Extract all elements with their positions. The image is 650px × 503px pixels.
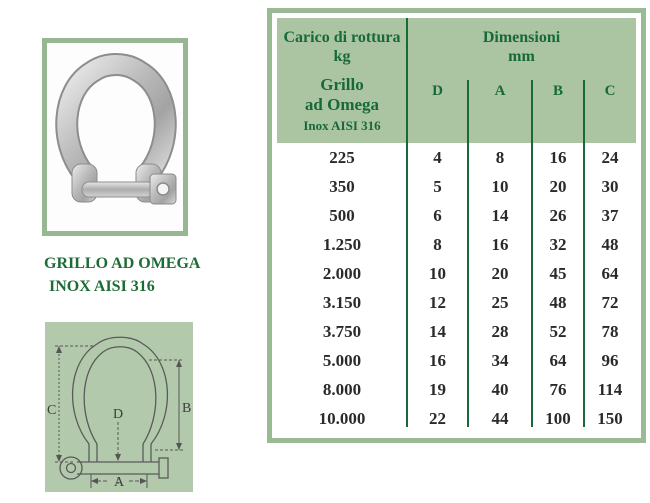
cell-A: 8	[495, 148, 505, 167]
cell-D: 4	[433, 148, 442, 167]
cell-A: 44	[491, 409, 509, 428]
cell-A: 10	[491, 177, 509, 196]
cell-C: 72	[601, 293, 619, 312]
cell-A: 40	[491, 380, 509, 399]
cell-B: 64	[549, 351, 567, 370]
cell-carico: 10.000	[318, 409, 366, 428]
table-row	[277, 346, 636, 375]
caption-line1: GRILLO AD OMEGA	[44, 255, 201, 272]
cell-C: 48	[601, 235, 619, 254]
cell-C: 150	[597, 409, 623, 428]
cell-A: 28	[491, 322, 509, 341]
product-line1: Grillo	[320, 75, 364, 94]
cell-A: 25	[491, 293, 509, 312]
cell-B: 52	[549, 322, 567, 341]
cell-D: 5	[433, 177, 442, 196]
product-photo-frame	[42, 38, 188, 236]
cell-D: 22	[429, 409, 446, 428]
cell-B: 48	[549, 293, 567, 312]
cell-C: 64	[601, 264, 619, 283]
table-row	[277, 317, 636, 346]
cell-D: 10	[429, 264, 446, 283]
cell-B: 16	[549, 148, 567, 167]
col-label-A: A	[494, 83, 506, 99]
technical-drawing-panel	[45, 322, 193, 492]
carico-unit: kg	[333, 48, 351, 65]
cell-B: 20	[549, 177, 567, 196]
cell-D: 6	[433, 206, 442, 225]
cell-A: 14	[491, 206, 509, 225]
caption-line2: INOX AISI 316	[49, 278, 155, 295]
product-line2: ad Omega	[304, 95, 380, 114]
col-label-C: C	[604, 83, 616, 99]
cell-C: 78	[601, 322, 619, 341]
product-line3: Inox AISI 316	[303, 118, 381, 133]
cell-C: 37	[601, 206, 619, 225]
cell-A: 34	[491, 351, 509, 370]
cell-D: 16	[429, 351, 446, 370]
table-row	[277, 230, 636, 259]
spec-table	[267, 8, 646, 443]
cell-D: 14	[429, 322, 446, 341]
shackle-dimension-drawing	[45, 322, 193, 492]
cell-carico: 3.750	[322, 322, 362, 341]
cell-carico: 2.000	[322, 264, 362, 283]
cell-B: 26	[549, 206, 567, 225]
cell-D: 19	[429, 380, 446, 399]
cell-carico: 225	[329, 148, 355, 167]
dim-title: Dimensioni	[482, 29, 561, 46]
col-label-B: B	[552, 83, 563, 99]
table-row	[277, 201, 636, 230]
cell-D: 8	[433, 235, 442, 254]
cell-C: 96	[601, 351, 619, 370]
table-row	[277, 143, 636, 172]
table-row	[277, 259, 636, 288]
header-carico	[277, 18, 407, 143]
cell-B: 76	[549, 380, 567, 399]
header-dimensions	[407, 18, 636, 143]
dim-unit: mm	[508, 48, 535, 65]
dim-label-b: B	[182, 401, 192, 416]
table-row	[277, 288, 636, 317]
cell-C: 114	[597, 380, 623, 399]
cell-B: 32	[549, 235, 567, 254]
dim-column-labels	[407, 83, 636, 100]
table-row	[277, 375, 636, 404]
table-body	[277, 143, 636, 433]
cell-carico: 350	[329, 177, 355, 196]
cell-C: 30	[601, 177, 619, 196]
cell-B: 45	[549, 264, 567, 283]
cell-carico: 1.250	[322, 235, 362, 254]
cell-B: 100	[545, 409, 571, 428]
table-row	[277, 404, 636, 433]
cell-carico: 500	[329, 206, 355, 225]
cell-carico: 5.000	[322, 351, 362, 370]
cell-C: 24	[601, 148, 619, 167]
cell-carico: 8.000	[322, 380, 362, 399]
cell-carico: 3.150	[322, 293, 362, 312]
omega-shackle-photo	[50, 46, 180, 228]
carico-title: Carico di rottura	[283, 29, 401, 46]
product-caption	[44, 252, 229, 298]
cell-A: 20	[491, 264, 509, 283]
cell-A: 16	[491, 235, 509, 254]
dim-label-a: A	[114, 475, 125, 490]
dim-label-d: D	[113, 407, 124, 422]
cell-D: 12	[429, 293, 446, 312]
table-row	[277, 172, 636, 201]
dim-label-c: C	[47, 403, 57, 418]
col-label-D: D	[432, 83, 443, 99]
